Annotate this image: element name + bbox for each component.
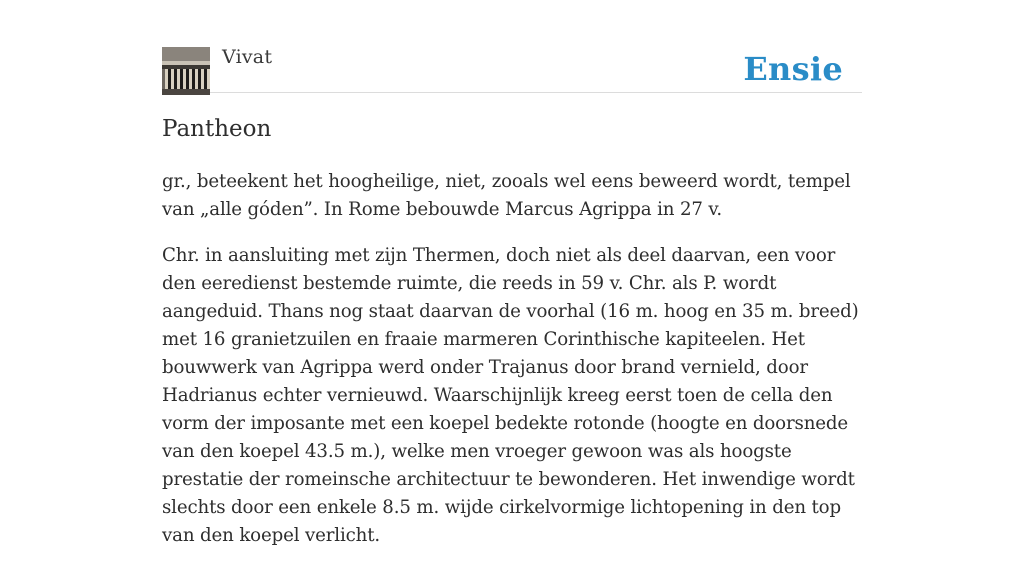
pantheon-columns-icon xyxy=(162,47,210,95)
article-page xyxy=(162,0,862,546)
article-body xyxy=(162,168,862,568)
brand-logo[interactable]: Ensie xyxy=(743,50,843,88)
article-paragraph: Chr. in aansluiting met zijn Thermen, doch niet als deel daarvan, een voor den eeredienst bestemde ruimte, die reeds in 59 v. Chr. als P. wordt aangeduid. Thans nog staat daarvan de voorhal (16 m. hoog en 35 m. breed) met 16 granietzuilen en fraaie marmeren Corinthische kapiteelen. Het bouwwerk van Agrippa werd onder Trajanus door brand vernield, door Hadrianus echter vernieuwd. Waarschijnlijk kreeg eerst toen de cella den vorm der imposante met een koepel bedekte rotonde (hoogte en doorsnede van den koepel 43.5 m.), welke men vroeger gewoon was als hoogste prestatie der romeinsche architectuur te bewonderen. Het inwendige wordt slechts door een enkele 8.5 m. wijde cirkelvormige lichtopening in den top van den koepel verlicht. xyxy=(162,245,859,546)
article-paragraph: gr., beteekent het hoogheilige, niet, zooals wel eens beweerd wordt, tempel van „alle góden”. In Rome bebouwde Marcus Agrippa in 27 v. xyxy=(162,171,851,220)
author-name[interactable]: Vivat xyxy=(222,46,273,68)
article-header xyxy=(162,0,862,93)
author-avatar[interactable] xyxy=(162,47,210,95)
page-title: Pantheon xyxy=(162,116,272,142)
